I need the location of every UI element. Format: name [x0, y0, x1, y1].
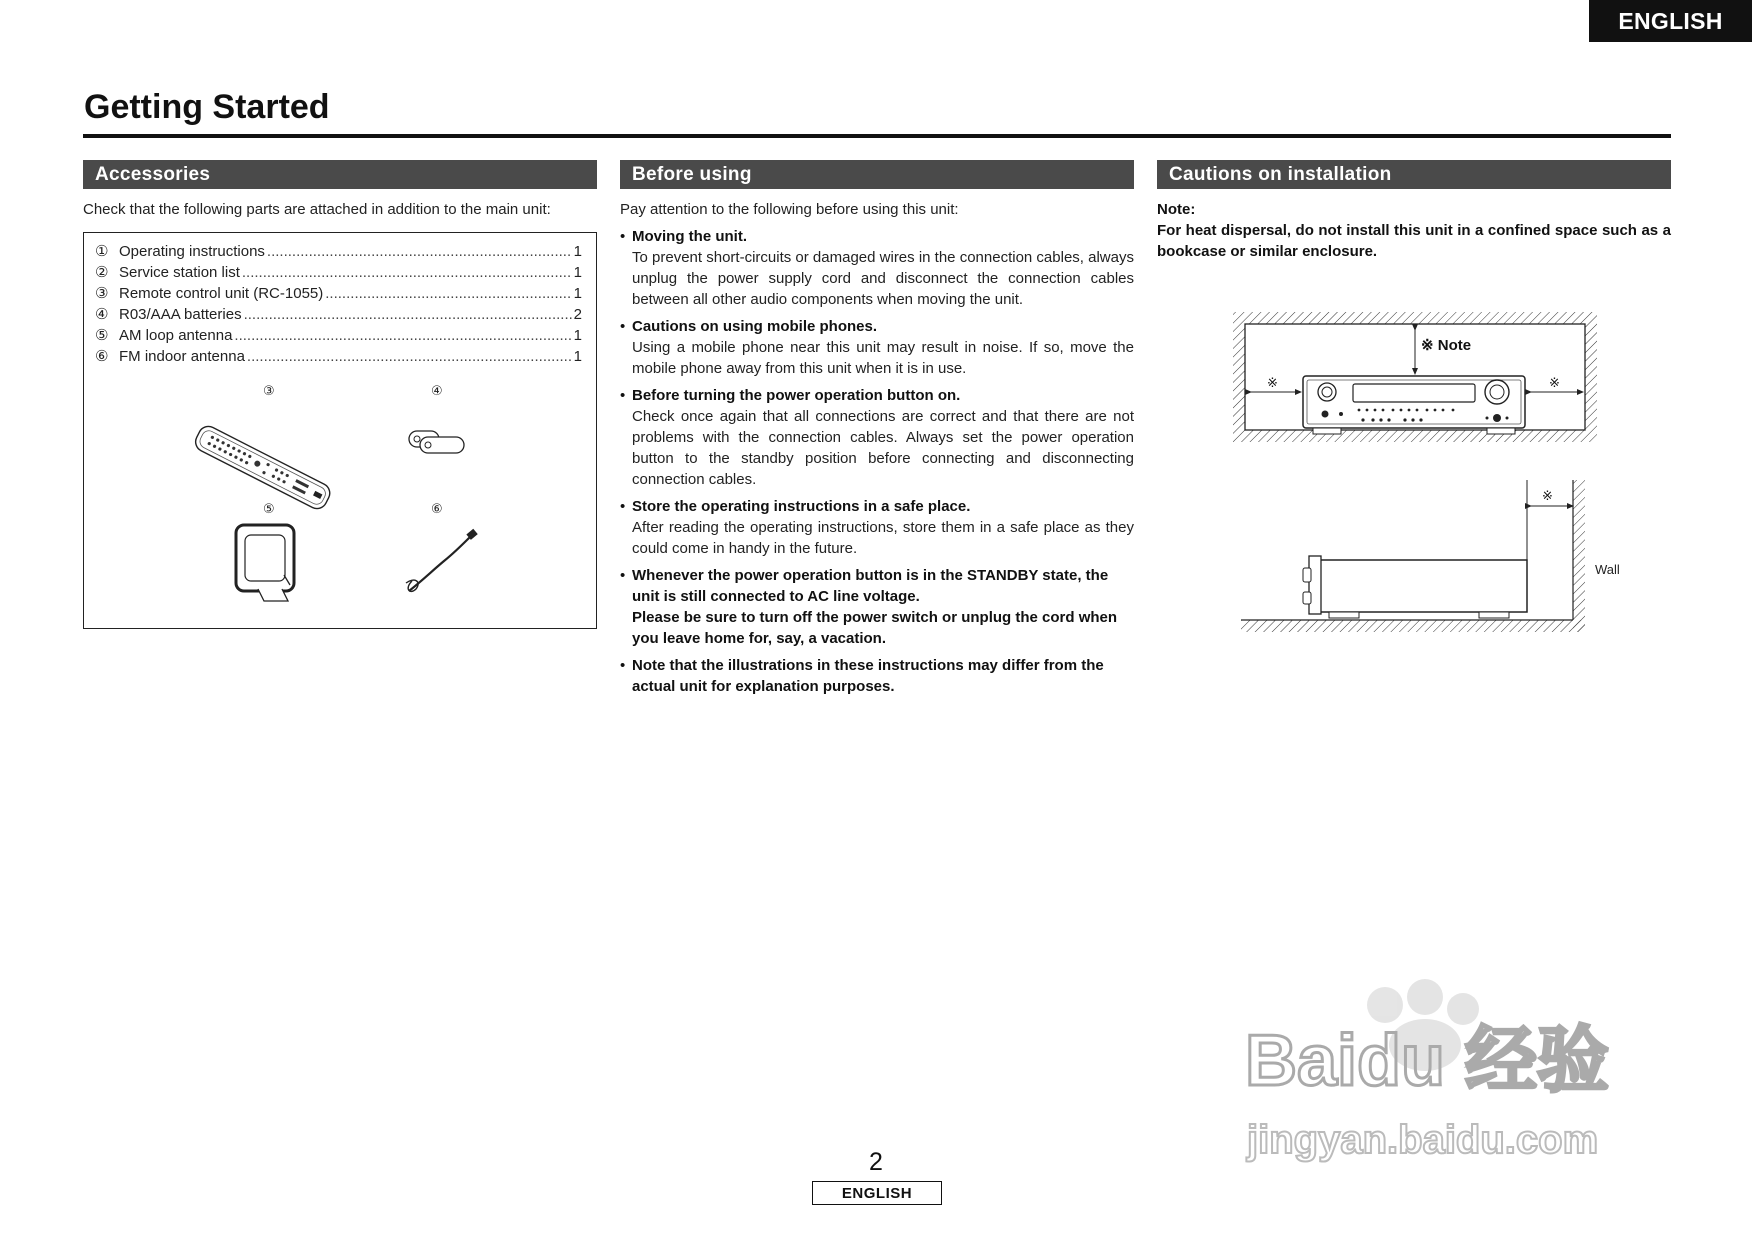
item-title: • Store the operating instructions in a safe place. [632, 498, 971, 515]
item-name: Service station list [119, 264, 240, 281]
accessory-item [95, 283, 582, 304]
note-text: For heat dispersal, do not install this unit in a confined space such as a bookcase or similar enclosure. [1157, 222, 1671, 260]
page-title: Getting Started [84, 88, 330, 126]
cautions-section [1157, 160, 1671, 665]
clearance-mark-right: ※ [1549, 375, 1560, 390]
item-number: ② [95, 264, 109, 281]
accessories-heading: Accessories [83, 160, 597, 189]
item-name: FM indoor antenna [119, 348, 245, 365]
watermark-url: jingyan.baidu.com [1247, 1118, 1599, 1162]
installation-diagram [1157, 280, 1671, 660]
watermark-brand: Baidu 经验 [1245, 1021, 1610, 1101]
item-title: • Before turning the power operation button on. [632, 387, 961, 404]
note-label: Note: [1157, 201, 1196, 218]
item-name: AM loop antenna [119, 327, 233, 344]
item-number: ③ [95, 285, 109, 302]
item-text: Using a mobile phone near this unit may result in noise. If so, move the mobile phone away from this unit when it is in use. [632, 339, 1134, 377]
baidu-watermark [1235, 975, 1655, 1185]
accessory-item [95, 304, 582, 325]
accessory-item [95, 241, 582, 262]
item-text: After reading the operating instructions, store them in a safe place as they could come in handy in the future. [632, 519, 1134, 557]
list-item [620, 226, 1134, 310]
side-view-diagram [1241, 480, 1620, 632]
accessories-illustration [84, 383, 596, 633]
clearance-mark-side: ※ [1542, 488, 1553, 503]
item-qty: 1 [573, 327, 582, 344]
item-text: To prevent short-circuits or damaged wires in the connection cables, always unplug the power supply cord and disconnect the connection cables between all other audio components when moving the unit. [632, 249, 1134, 308]
item-qty: 1 [573, 243, 582, 260]
item-title: • Whenever the power operation button is in the STANDBY state, the unit is still connected to AC line voltage. [632, 567, 1109, 605]
title-rule [83, 134, 1671, 138]
before-using-list [620, 226, 1134, 697]
item-name: R03/AAA batteries [119, 306, 242, 323]
page-number: 2 [869, 1148, 883, 1176]
item-number: ⑤ [95, 327, 109, 344]
item-title: • Note that the illustrations in these instructions may differ from the actual unit for explanation purposes. [632, 657, 1104, 695]
item-title-2: Please be sure to turn off the power switch or unplug the cord when you leave home for, say, a vacation. [632, 609, 1118, 647]
item-title: • Moving the unit. [632, 228, 747, 245]
wall-label: Wall [1595, 562, 1620, 577]
accessories-section [83, 160, 597, 629]
remote-control-icon [192, 423, 333, 512]
item-number: ④ [95, 306, 109, 323]
front-view-diagram [1233, 312, 1597, 442]
list-item [620, 655, 1134, 697]
am-loop-antenna-icon [236, 525, 294, 601]
batteries-label: ④ [431, 383, 443, 398]
note-mark: ※ Note [1421, 337, 1472, 354]
clearance-mark-left: ※ [1267, 375, 1278, 390]
accessories-list [84, 233, 596, 367]
accessories-drawings [84, 383, 596, 628]
item-qty: 1 [573, 264, 582, 281]
fm-indoor-antenna-icon [406, 529, 478, 592]
accessory-item [95, 346, 582, 367]
accessory-item [95, 325, 582, 346]
list-item [620, 385, 1134, 490]
item-qty: 1 [573, 285, 582, 302]
fm-antenna-label: ⑥ [431, 501, 443, 516]
item-name: Remote control unit (RC-1055) [119, 285, 324, 302]
before-using-section [620, 160, 1134, 697]
cautions-heading: Cautions on installation [1157, 160, 1671, 189]
before-using-heading: Before using [620, 160, 1134, 189]
accessories-intro: Check that the following parts are attached in addition to the main unit: [83, 201, 551, 218]
item-title: • Cautions on using mobile phones. [632, 318, 878, 335]
accessories-box [83, 232, 597, 629]
item-number: ⑥ [95, 348, 109, 365]
list-item [620, 316, 1134, 379]
batteries-icon [409, 431, 464, 453]
remote-label: ③ [263, 383, 275, 398]
item-text: Check once again that all connections are correct and that there are not problems with the connection cables. Always set the power operation button to the standby position before connecting and disconnecting connection cables. [632, 408, 1134, 488]
item-name: Operating instructions [119, 243, 265, 260]
item-qty: 1 [573, 348, 582, 365]
list-item [620, 565, 1134, 649]
footer-language: ENGLISH [812, 1181, 942, 1205]
language-tab: ENGLISH [1589, 0, 1752, 42]
before-using-intro: Pay attention to the following before using this unit: [620, 201, 959, 218]
item-number: ① [95, 243, 109, 260]
accessory-item [95, 262, 582, 283]
item-qty: 2 [573, 306, 582, 323]
am-antenna-label: ⑤ [263, 501, 275, 516]
list-item [620, 496, 1134, 559]
